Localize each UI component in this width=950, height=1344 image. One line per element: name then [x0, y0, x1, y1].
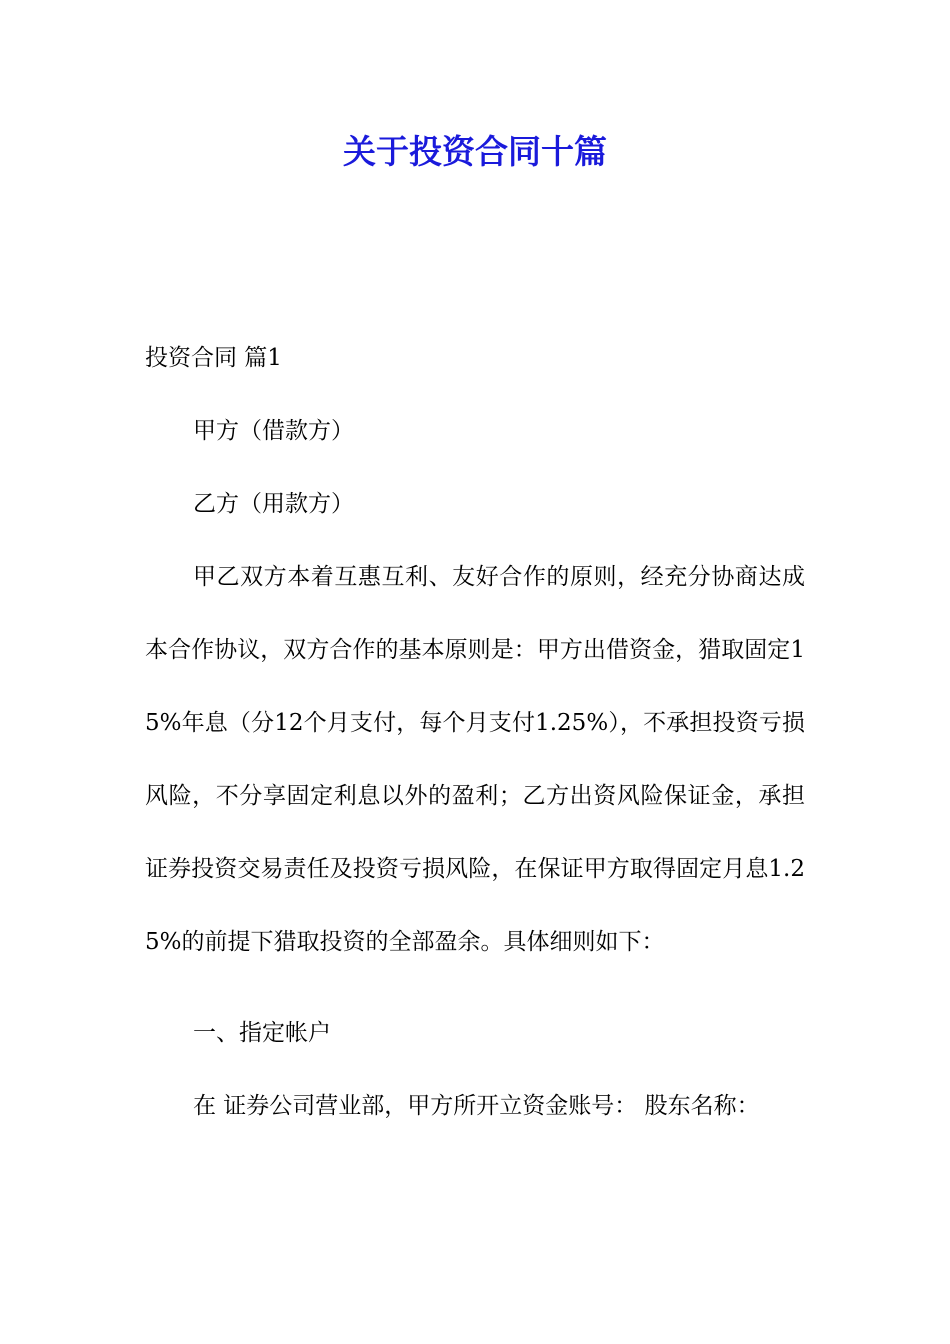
document-title: 关于投资合同十篇 — [343, 132, 607, 171]
clause-1-text: 在 证券公司营业部，甲方所开立资金账号： 股东名称： — [193, 1093, 760, 1119]
document-body — [145, 340, 805, 1161]
intro-paragraph: 甲乙双方本着互惠互利、友好合作的原则，经充分协商达成本合作协议，双方合作的基本原则是：甲方出借资金，猎取固定15%年息（分12个月支付，每个月支付1.25%），不承担投资亏损风险，不分享固定利息以外的盈利；乙方出资风险保证金，承担证券投资交易责任及投资亏损风险，在保证甲方取得固定月息1.25%的前提下猎取投资的全部盈余。具体细则如下： — [145, 564, 805, 955]
clause-1-heading: 一、指定帐户 — [193, 1020, 331, 1046]
party-b-line: 乙方（用款方） — [193, 491, 354, 517]
party-a-line: 甲方（借款方） — [193, 418, 354, 444]
section-heading: 投资合同 篇1 — [145, 345, 282, 371]
